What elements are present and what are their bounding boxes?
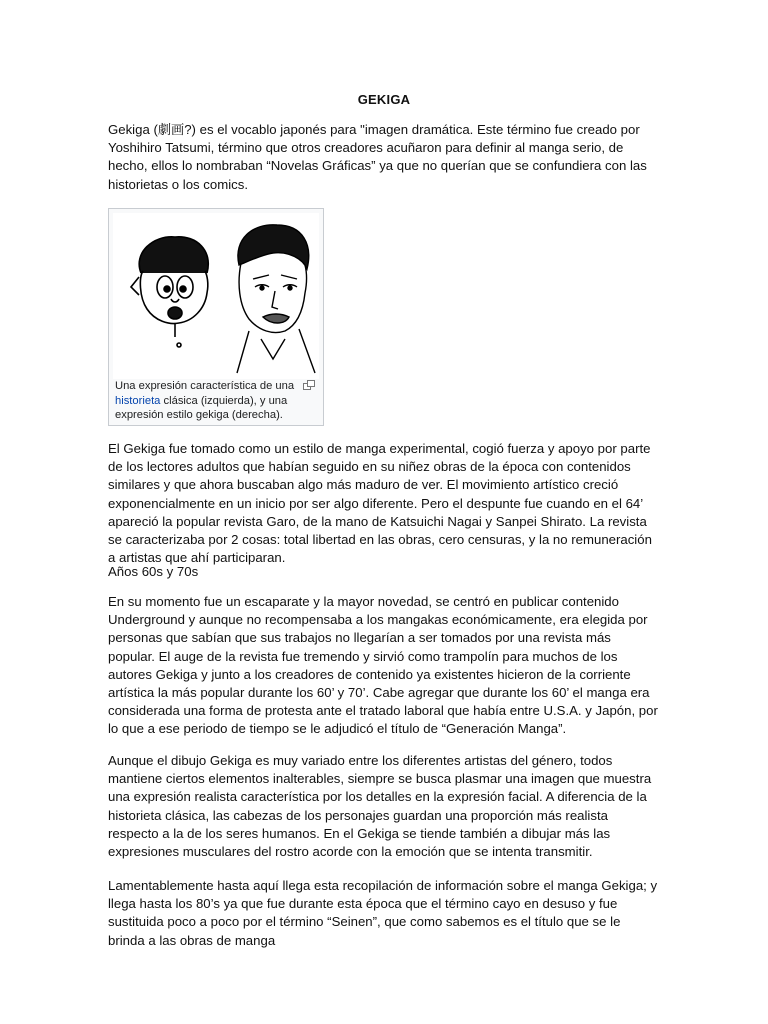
paragraph-drawing-style: Aunque el dibujo Gekiga es muy variado entre los diferentes artistas del género, todos mantiene ciertos elementos inalterables, siempre se busca plasmar una imagen que muestra una expresión realista característica por los detalles en la expresión facial. A diferencia de la historieta clásica, las cabezas de los personajes guardan una proporción más realista respecto a la de los seres humanos. En el Gekiga se tiende también a dibujar más las expresiones musculares del rostro acorde con la emoción que se intenta transmitir. — [108, 753, 652, 860]
caption-text-end: clásica (izquierda), y una expresión estilo gekiga (derecha). — [115, 394, 288, 422]
classic-cartoon-face — [131, 237, 208, 347]
gekiga-realistic-face — [237, 225, 315, 373]
paragraph-conclusion: Lamentablemente hasta aquí llega esta recopilación de información sobre el manga Gekiga; y llega hasta los 80’s ya que fue durante esta época que el término cayo en desuso y fue sustituida poco a poco por el término “Seinen”, que como sabemos es el título que se le brinda a las obras de manga — [108, 878, 658, 948]
enlarge-icon[interactable] — [303, 380, 315, 390]
manga-comparison-illustration — [113, 213, 319, 379]
section-heading-60s-70s: Años 60s y 70s — [108, 564, 199, 579]
historieta-link[interactable]: historieta — [115, 394, 161, 407]
paragraph-experimental: El Gekiga fue tomado como un estilo de manga experimental, cogió fuerza y apoyo por parte de los lectores adultos que habían seguido en su niñez obras de la época con contenidos similares y que ahora buscaban algo más maduro de ver. El movimiento artístico creció exponencialmente en un inicio por ser algo diferente. Pero el despunte fue cuando en el 64’ apareció la popular revista Garo, de la mano de Katsuichi Nagai y Sanpei Shirato. La revista se caracterizaba por 2 cosas: total libertad en las obras, cero censuras, y la no remuneración a artistas que ahí participaran. — [108, 441, 652, 566]
paragraph-underground: En su momento fue un escaparate y la mayor novedad, se centró en publicar contenido Underground y aunque no recompensaba a los mangakas económicamente, era elegida por personas que sabían que sus trabajos no llegarían a ser tomados por una revista más popular. El auge de la revista fue tremendo y sirvió como trampolín para muchos de los autores Gekiga y junto a los creadores de contenido ya existentes hicieron de la corriente artística la más popular durante los 60’ y 70’. Cabe agregar que durante los 60’ el manga era considerada una forma de protesta ante el tratado laboral que había entre U.S.A. y Japón, por lo que a ese periodo de tiempo se le adjudicó el título de “Generación Manga”. — [108, 594, 658, 737]
document-title: GEKIGA — [357, 92, 411, 107]
caption-text-start: Una expresión característica de una — [115, 380, 295, 392]
figure-caption — [115, 379, 319, 423]
figure-thumbnail — [108, 208, 324, 426]
paragraph-intro: Gekiga (劇画?) es el vocablo japonés para "imagen dramática. Este término fue creado por Yoshihiro Tatsumi, término que otros creadores acuñaron para definir al manga serio, de hecho, ellos lo nombraban “Novelas Gráficas” ya que no querían que se confundiera con las historietas o los comics. — [108, 122, 647, 192]
